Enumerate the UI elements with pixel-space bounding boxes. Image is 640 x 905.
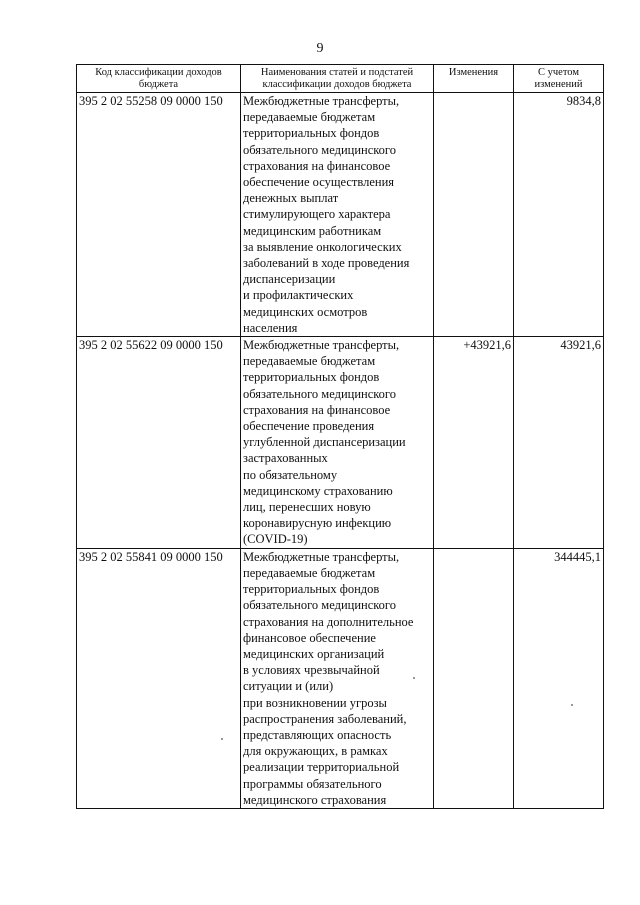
item-name-line: Межбюджетные трансферты, — [243, 549, 400, 564]
item-name-line: в условиях чрезвычайной — [243, 663, 380, 678]
table-row — [77, 337, 604, 549]
header-name: Наименования статей и подстатей классификации доходов бюджета — [241, 65, 434, 93]
item-name-line: страхования на финансовое — [243, 402, 391, 417]
item-name-cell — [241, 548, 434, 808]
item-name-line: территориальных фондов — [243, 370, 380, 385]
scan-speck — [221, 738, 223, 740]
header-code: Код классификации доходов бюджета — [77, 65, 241, 93]
classification-code-cell: 395 2 02 55258 09 0000 150 — [77, 93, 241, 337]
item-name-line: обязательного медицинского — [243, 386, 397, 401]
item-name-line: страхования на финансовое — [243, 158, 391, 173]
table-row — [77, 548, 604, 808]
classification-code-cell: 395 2 02 55841 09 0000 150 — [77, 548, 241, 808]
item-name-line: передаваемые бюджетам — [243, 565, 376, 580]
item-name-line: Межбюджетные трансферты, — [243, 94, 400, 108]
item-name-line: для окружающих, в рамках — [243, 744, 388, 759]
item-name-line: медицинских осмотров — [243, 304, 368, 319]
item-name-line: распространения заболеваний, — [243, 711, 407, 726]
total-amount-cell: 43921,6 — [514, 337, 604, 549]
item-name-line: территориальных фондов — [243, 582, 380, 597]
item-name-line: за выявление онкологических — [243, 239, 402, 254]
scan-speck — [571, 704, 573, 706]
income-classification-table — [76, 64, 604, 809]
scan-speck — [413, 677, 415, 679]
item-name-line: ситуации и (или) — [243, 679, 334, 694]
item-name-line: застрахованных — [243, 451, 328, 466]
header-change: Изменения — [434, 65, 514, 93]
total-amount-cell: 9834,8 — [514, 93, 604, 337]
table-row — [77, 93, 604, 337]
item-name-cell — [241, 93, 434, 337]
total-amount-cell: 344445,1 — [514, 548, 604, 808]
change-amount-cell — [434, 93, 514, 337]
item-name-line: населения — [243, 320, 298, 335]
item-name-line: заболеваний в ходе проведения — [243, 256, 410, 271]
item-name-line: по обязательному — [243, 467, 338, 482]
header-total: С учетом изменений — [514, 65, 604, 93]
item-name-line: диспансеризации — [243, 272, 336, 287]
table-header-row — [77, 65, 604, 93]
item-name-line: обязательного медицинского — [243, 598, 397, 613]
item-name-line: программы обязательного — [243, 776, 382, 791]
item-name-line: передаваемые бюджетам — [243, 354, 376, 369]
item-name-line: медицинского страхования — [243, 792, 387, 807]
item-name-line: и профилактических — [243, 288, 354, 303]
item-name-line: медицинскому страхованию — [243, 483, 393, 498]
item-name-line: представляющих опасность — [243, 727, 392, 742]
item-name-line: (COVID-19) — [243, 532, 308, 547]
change-amount-cell — [434, 548, 514, 808]
item-name-line: лиц, перенесших новую — [243, 500, 371, 515]
item-name-line: реализации территориальной — [243, 760, 400, 775]
item-name-line: обеспечение проведения — [243, 419, 375, 434]
item-name-line: медицинским работникам — [243, 223, 382, 238]
item-name-line: Межбюджетные трансферты, — [243, 338, 400, 353]
item-name-cell — [241, 337, 434, 549]
item-name-line: страхования на дополнительное — [243, 614, 414, 629]
change-amount-cell: +43921,6 — [434, 337, 514, 549]
item-name-line: стимулирующего характера — [243, 207, 391, 222]
item-name-line: денежных выплат — [243, 191, 339, 206]
item-name-line: обязательного медицинского — [243, 142, 397, 157]
page-number: 9 — [316, 41, 324, 56]
item-name-line: углубленной диспансеризации — [243, 435, 406, 450]
item-name-line: территориальных фондов — [243, 126, 380, 141]
item-name-line: передаваемые бюджетам — [243, 110, 376, 125]
item-name-line: финансовое обеспечение — [243, 630, 376, 645]
item-name-line: коронавирусную инфекцию — [243, 516, 392, 531]
item-name-line: при возникновении угрозы — [243, 695, 387, 710]
classification-code-cell: 395 2 02 55622 09 0000 150 — [77, 337, 241, 549]
item-name-line: медицинских организаций — [243, 646, 385, 661]
item-name-line: обеспечение осуществления — [243, 175, 395, 190]
